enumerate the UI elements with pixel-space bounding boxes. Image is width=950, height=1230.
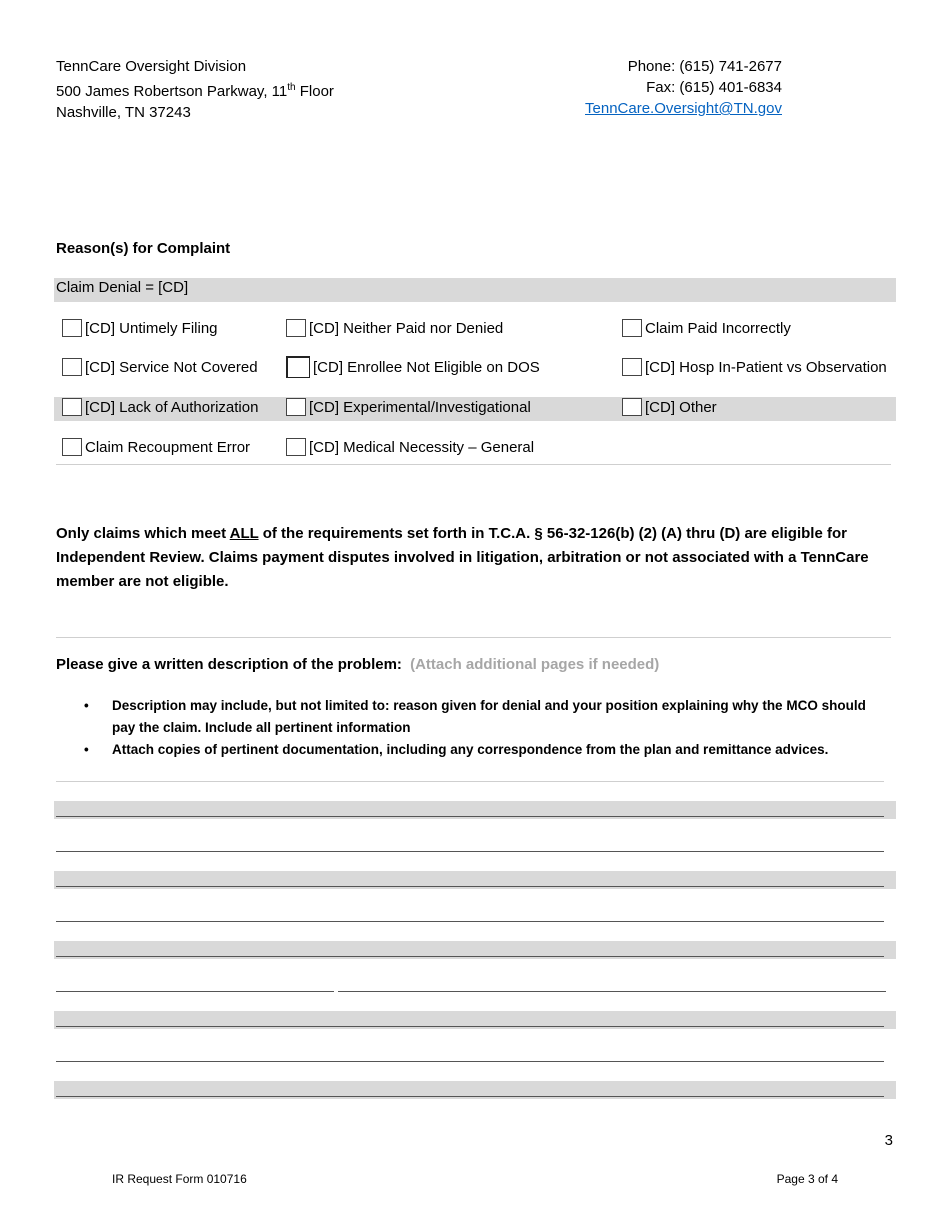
org-street: 500 James Robertson Parkway, 11th Floor: [56, 82, 334, 100]
claim-denial-label: Claim Denial = [CD]: [56, 279, 189, 296]
description-hint: (Attach additional pages if needed): [410, 656, 660, 673]
org-name: TennCare Oversight Division: [56, 58, 247, 75]
description-bullets: [84, 695, 884, 761]
writing-line[interactable]: [56, 851, 884, 852]
org-city: Nashville, TN 37243: [56, 104, 191, 121]
checkbox-icon[interactable]: [62, 438, 82, 456]
checkbox-icon[interactable]: [286, 438, 306, 456]
option-other[interactable]: [CD] Other: [622, 398, 717, 416]
option-experimental-investigational[interactable]: [CD] Experimental/Investigational: [286, 398, 531, 416]
contact-block: [585, 56, 782, 119]
option-untimely-filing[interactable]: [CD] Untimely Filing: [62, 319, 218, 337]
page-of: Page 3 of 4: [776, 1172, 838, 1186]
option-claim-paid-incorrectly[interactable]: Claim Paid Incorrectly: [622, 319, 791, 337]
checkbox-icon[interactable]: [622, 319, 642, 337]
option-medical-necessity-general[interactable]: [CD] Medical Necessity – General: [286, 438, 534, 456]
writing-line[interactable]: [338, 991, 886, 992]
writing-line[interactable]: [56, 1061, 884, 1062]
checkbox-icon[interactable]: [622, 358, 642, 376]
checkbox-icon[interactable]: [286, 356, 310, 378]
writing-line[interactable]: [56, 1026, 884, 1027]
checkbox-icon[interactable]: [62, 398, 82, 416]
bullet-icon: •: [84, 742, 89, 757]
writing-line[interactable]: [56, 956, 884, 957]
checkbox-icon[interactable]: [62, 358, 82, 376]
writing-line[interactable]: [56, 886, 884, 887]
list-item: • Attach copies of pertinent documentation, including any correspondence from the plan and remittance advices.: [84, 739, 884, 761]
section-divider: [56, 464, 891, 465]
writing-line[interactable]: [56, 991, 334, 992]
option-enrollee-not-eligible[interactable]: [CD] Enrollee Not Eligible on DOS: [286, 356, 540, 378]
writing-line[interactable]: [56, 816, 884, 817]
list-item: • Description may include, but not limited to: reason given for denial and your position explaining why the MCO should pay the claim. Include all pertinent information: [84, 695, 884, 739]
checkbox-icon[interactable]: [622, 398, 642, 416]
section-divider: [56, 637, 891, 638]
fax-number: Fax: (615) 401-6834: [646, 79, 782, 96]
page-number: 3: [884, 1132, 893, 1149]
email-link[interactable]: TennCare.Oversight@TN.gov: [585, 100, 782, 117]
section-divider: [56, 781, 884, 782]
option-claim-recoupment-error[interactable]: Claim Recoupment Error: [62, 438, 250, 456]
checkbox-icon[interactable]: [62, 319, 82, 337]
writing-line[interactable]: [56, 1096, 884, 1097]
writing-line[interactable]: [56, 921, 884, 922]
checkbox-icon[interactable]: [286, 319, 306, 337]
phone-number: Phone: (615) 741-2677: [627, 58, 782, 75]
description-title: Please give a written description of the problem: (Attach additional pages if needed): [56, 656, 660, 673]
reasons-title: Reason(s) for Complaint: [56, 240, 231, 257]
checkbox-icon[interactable]: [286, 398, 306, 416]
bullet-icon: •: [84, 698, 89, 713]
option-hosp-inpatient-vs-observation[interactable]: [CD] Hosp In-Patient vs Observation: [622, 358, 887, 376]
option-lack-of-authorization[interactable]: [CD] Lack of Authorization: [62, 398, 258, 416]
option-neither-paid-nor-denied[interactable]: [CD] Neither Paid nor Denied: [286, 319, 503, 337]
org-address-block: [56, 56, 334, 123]
option-service-not-covered[interactable]: [CD] Service Not Covered: [62, 358, 258, 376]
form-id: IR Request Form 010716: [112, 1172, 247, 1186]
eligibility-notice: Only claims which meet ALL of the requirements set forth in T.C.A. § 56-32-126(b) (2) (A) thru (D) are eligible for Independent Review. Claims payment disputes involved in litigation, arbitration or not associated with a TennCare member are not eligible.: [56, 525, 869, 590]
